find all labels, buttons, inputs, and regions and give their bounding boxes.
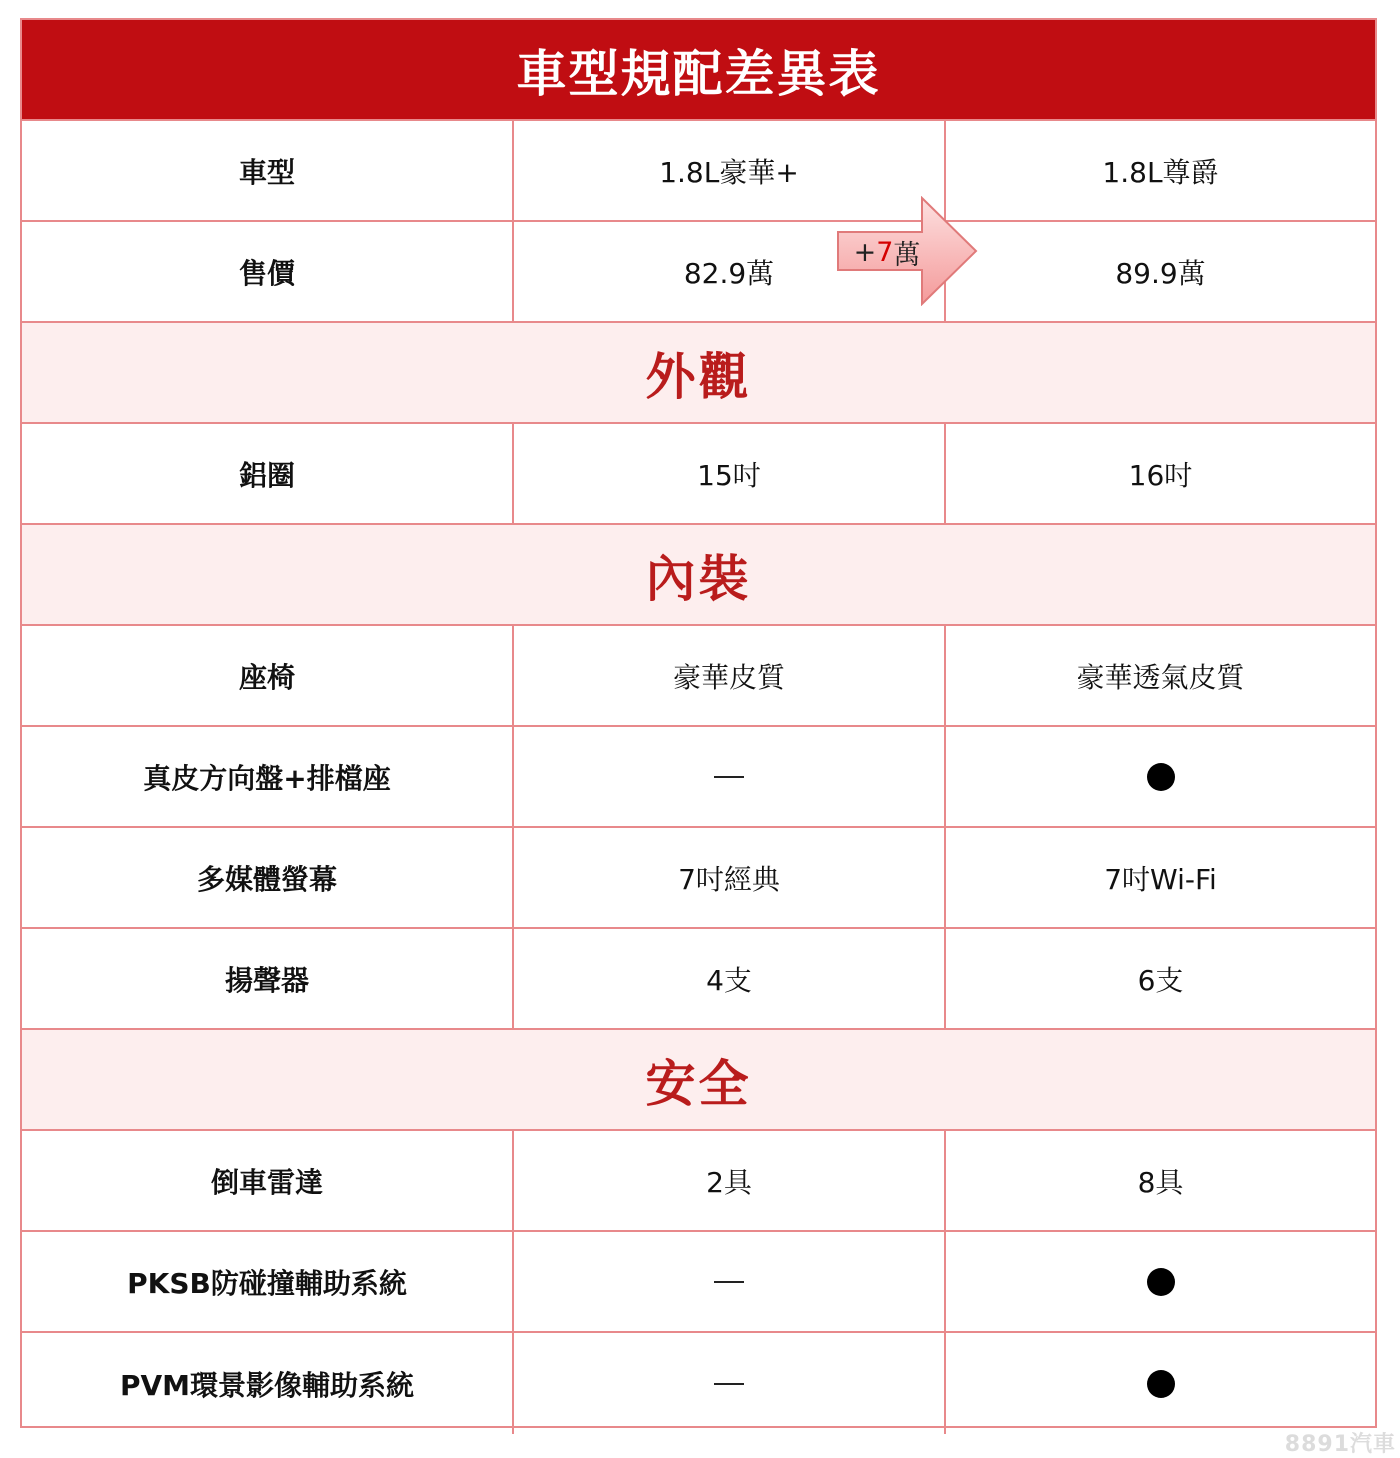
table-row xyxy=(22,626,1375,727)
row-label: 揚聲器 xyxy=(22,929,514,1028)
row-label: PKSB防碰撞輔助系統 xyxy=(22,1232,514,1331)
table-row xyxy=(22,828,1375,929)
trim-premium-value: 8具 xyxy=(1137,1165,1184,1199)
row-label: 售價 xyxy=(22,222,514,321)
trim-luxury-plus-value xyxy=(514,727,946,826)
price-diff-label xyxy=(836,232,938,272)
table-row xyxy=(22,727,1375,828)
price-diff-unit: 萬 xyxy=(893,239,921,271)
table-row xyxy=(22,121,1375,222)
section-label: 內裝 xyxy=(645,549,752,608)
included-dot-icon xyxy=(1147,763,1175,791)
trim-premium-value xyxy=(946,1333,1375,1434)
trim-luxury-plus-value: 2具 xyxy=(514,1131,946,1230)
table-row xyxy=(22,424,1375,525)
trim-luxury-plus-value: 豪華皮質 xyxy=(514,626,946,725)
not-included-dash-icon xyxy=(714,776,744,778)
trim-luxury-plus-value: 1.8L豪華+ xyxy=(514,121,946,220)
trim-premium-value: 7吋Wi-Fi xyxy=(1104,862,1217,896)
row-label: 鋁圈 xyxy=(22,424,514,523)
trim-luxury-plus-value xyxy=(514,1232,946,1331)
watermark-logo: 8891汽車 xyxy=(1284,1432,1396,1457)
section-header-row xyxy=(22,323,1375,424)
trim-premium-value: 豪華透氣皮質 xyxy=(1076,660,1245,694)
section-label: 安全 xyxy=(645,1054,752,1113)
table-row xyxy=(22,222,1375,323)
not-included-dash-icon xyxy=(714,1383,744,1385)
table-row xyxy=(22,929,1375,1030)
trim-premium-value xyxy=(946,1232,1375,1331)
trim-luxury-plus-value xyxy=(514,1333,946,1434)
row-label: 真皮方向盤+排檔座 xyxy=(22,727,514,826)
trim-luxury-plus-value: 15吋 xyxy=(514,424,946,523)
price-diff-prefix: + xyxy=(853,236,877,268)
trim-premium-value xyxy=(946,727,1375,826)
table-row xyxy=(22,1232,1375,1333)
spec-comparison-table xyxy=(20,18,1377,1428)
trim-premium-value: 89.9萬 xyxy=(1115,256,1206,290)
not-included-dash-icon xyxy=(714,1281,744,1283)
table-title: 車型規配差異表 xyxy=(22,20,1375,121)
table-row xyxy=(22,1131,1375,1232)
row-label: PVM環景影像輔助系統 xyxy=(22,1333,514,1434)
row-label: 車型 xyxy=(22,121,514,220)
trim-luxury-plus-value: 82.9萬 xyxy=(514,222,946,321)
row-label: 倒車雷達 xyxy=(22,1131,514,1230)
trim-premium-value: 16吋 xyxy=(1128,458,1193,492)
included-dot-icon xyxy=(1147,1268,1175,1296)
trim-premium-value: 6支 xyxy=(1137,963,1184,997)
trim-luxury-plus-value: 7吋經典 xyxy=(514,828,946,927)
section-label: 外觀 xyxy=(645,347,752,406)
section-header-row xyxy=(22,1030,1375,1131)
price-diff-amount: 7 xyxy=(876,236,894,268)
row-label: 多媒體螢幕 xyxy=(22,828,514,927)
included-dot-icon xyxy=(1147,1370,1175,1398)
table-row xyxy=(22,1333,1375,1434)
section-header-row xyxy=(22,525,1375,626)
row-label: 座椅 xyxy=(22,626,514,725)
trim-luxury-plus-value: 4支 xyxy=(514,929,946,1028)
trim-premium-value: 1.8L尊爵 xyxy=(1102,155,1219,189)
